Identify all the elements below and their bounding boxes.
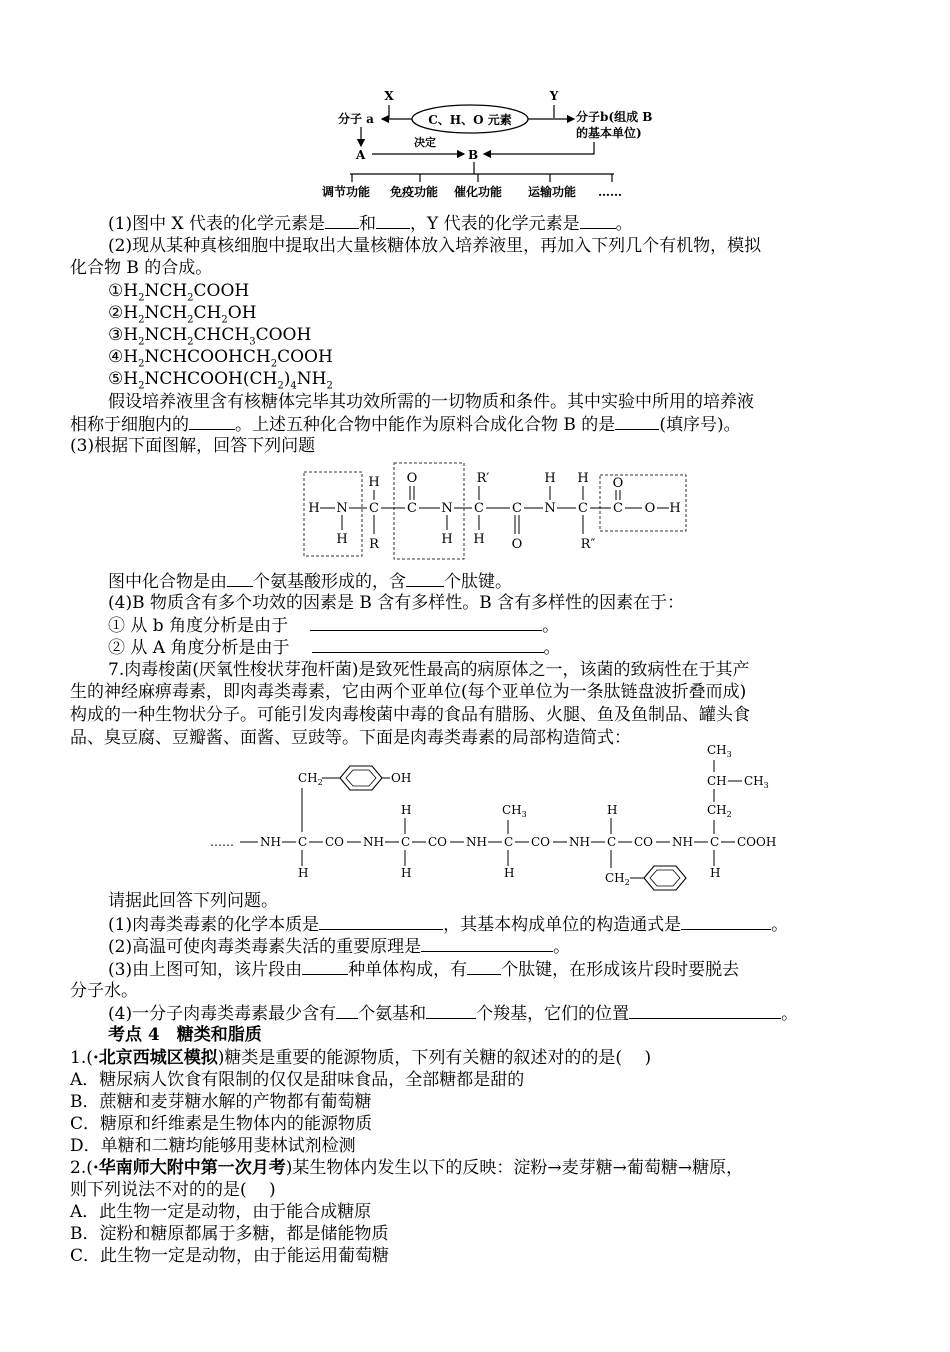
s2-question: 2.(·华南师大附中第一次月考)某生物体内发生以下的反映：淀粉→麦芽糖→葡萄糖→糖原， (70, 1158, 744, 1178)
b-label: B (468, 148, 479, 162)
protein-concept-diagram (322, 80, 672, 202)
cho-elements: C、H、O 元素 (428, 113, 512, 127)
compound-1: $①H_2NCH_2COOH$ (108, 281, 250, 304)
a-label: A (356, 148, 366, 162)
s2-option-a: A．此生物一定是动物，由于能合成糖原 (70, 1202, 372, 1222)
svg-text:H: H (607, 803, 618, 817)
p7-q2-line: (2)高温可使肉毒类毒素失活的重要原理是 。 (108, 937, 571, 957)
svg-text:……: …… (210, 835, 234, 849)
svg-text:C: C (401, 835, 411, 849)
svg-text:CH: CH (707, 774, 727, 788)
svg-text:NH: NH (260, 835, 281, 849)
q3-blank-2[interactable] (406, 570, 444, 587)
q4-2-line: ② 从 A 角度分析是由于 。 (108, 638, 561, 658)
p7-q3-line-2: 分子水。 (70, 981, 138, 1001)
svg-text:C: C (710, 835, 720, 849)
s2-option-b: B．淀粉和糖原都属于多糖，都是储能物质 (70, 1224, 389, 1244)
svg-text:H: H (473, 532, 485, 547)
function-immunity: 免疫功能 (390, 185, 439, 199)
svg-text:NH: NH (569, 835, 590, 849)
svg-text:H: H (298, 866, 309, 880)
q3-answer-line: 图中化合物是由 个氨基酸形成的，含 个肽键。 (108, 572, 512, 592)
q2-blank-2[interactable] (615, 413, 659, 430)
p7-q3-blank-1[interactable] (302, 958, 348, 975)
p7-line-4: 品、臭豆腐、豆瓣酱、面酱、豆豉等。下面是肉毒类毒素的局部构造简式： (70, 728, 631, 748)
p7-q4-blank-2[interactable] (426, 1002, 476, 1019)
svg-text:H: H (441, 532, 453, 547)
svg-text:H: H (336, 532, 348, 547)
svg-text:NH: NH (672, 835, 693, 849)
svg-text:CH3: $CH_3$ (707, 743, 732, 759)
svg-text:C: C (504, 835, 514, 849)
svg-text:C: C (607, 835, 617, 849)
s2-question-2: 则下列说法不对的的是( ) (70, 1180, 276, 1200)
p7-q4-line: (4)一分子肉毒类毒素最少含有 个氨基和 个羧基，它们的位置 。 (108, 1004, 799, 1024)
q1-line: (1)图中 X 代表的化学元素是 和 ，Y 代表的化学元素是 。 (108, 214, 633, 234)
q1-blank-2[interactable] (376, 212, 410, 229)
svg-text:H: H (710, 866, 721, 880)
q1-blank-3[interactable] (580, 212, 616, 229)
p7-line-2: 生的神经麻痹毒素，即肉毒类毒素，它由两个亚单位(每个亚单位为一条肽链盘波折叠而成) (70, 682, 747, 702)
svg-text:NH: NH (466, 835, 487, 849)
p7-q1-line: (1)肉毒类毒素的化学本质是 ，其基本构成单位的构造通式是 。 (108, 915, 789, 935)
p7-q4-blank-3[interactable] (629, 1002, 781, 1019)
molecule-b-line2: 的基本单位) (576, 126, 642, 140)
p7-q4-blank-1[interactable] (336, 1002, 358, 1019)
svg-text:O: O (511, 537, 523, 552)
molecule-b-line1: 分子b(组成 B (576, 110, 653, 124)
peptide-diagram (300, 460, 704, 564)
svg-text:H: H (308, 501, 320, 516)
p7-q1-blank-1[interactable] (319, 913, 443, 930)
svg-text:CH3: $CH_3$ (744, 774, 769, 790)
svg-text:OH: OH (391, 771, 412, 785)
svg-text:H: H (401, 803, 412, 817)
peptide-bond-box (394, 463, 464, 559)
function-regulation: 调节功能 (322, 185, 371, 199)
svg-text:C: C (298, 835, 308, 849)
svg-text:H: H (401, 866, 412, 880)
svg-text:R: R (369, 537, 379, 552)
svg-text:H: H (669, 501, 681, 516)
function-catalysis: 催化功能 (454, 185, 503, 199)
svg-text:O: O (644, 501, 656, 516)
svg-text:R′: R′ (476, 471, 490, 486)
q2-line-1: (2)现从某种真核细胞中提取出大量核糖体放入培养液里，再加入下列几个有机物，模拟 (108, 236, 762, 256)
svg-text:CO: CO (325, 835, 345, 849)
s1-question: 1.(·北京西城区模拟)糖类是重要的能源物质，下列有关糖的叙述对的的是( ) (70, 1048, 652, 1068)
p7-q3-blank-2[interactable] (467, 958, 501, 975)
svg-text:CO: CO (428, 835, 448, 849)
svg-text:CH2: $CH_2$ (605, 871, 630, 887)
svg-text:H: H (577, 471, 589, 486)
p7-ask: 请据此回答下列问题。 (108, 891, 278, 911)
svg-text:N: N (441, 501, 453, 516)
p7-line-1: 7.肉毒梭菌(厌氧性梭状芽孢杆菌)是致死性最高的病原体之一，该菌的致病性在于其产 (108, 660, 750, 680)
s1-option-a: A．糖尿病人饮食有限制的仅仅是甜味食品，全部糖都是甜的 (70, 1070, 525, 1090)
p7-q3-line: (3)由上图可知，该片段由 种单体构成，有 个肽键，在形成该片段时要脱去 (108, 960, 740, 980)
svg-text:CH3: $CH_3$ (502, 803, 527, 819)
s1-option-c: C．糖原和纤维素是生物体内的能源物质 (70, 1114, 373, 1134)
svg-text:CH2: $CH_2$ (707, 803, 732, 819)
compound-3: $③H_2NCH_2CHCH_3COOH$ (108, 325, 312, 348)
svg-text:CO: CO (634, 835, 654, 849)
p7-line-3: 构成的一种生物状分子。可能引发肉毒梭菌中毒的食品有腊肠、火腿、鱼及鱼制品、罐头食 (70, 705, 750, 725)
svg-text:CH2: $CH_2$ (298, 771, 323, 787)
svg-text:O: O (406, 471, 418, 486)
svg-text:COOH: COOH (737, 835, 777, 849)
p7-q2-blank[interactable] (421, 935, 553, 952)
svg-text:C: C (407, 501, 417, 516)
q4-blank-1[interactable] (310, 614, 542, 631)
svg-text:H: H (368, 475, 380, 490)
svg-text:N: N (336, 501, 348, 516)
svg-text:NH: NH (363, 835, 384, 849)
svg-text:H: H (544, 471, 556, 486)
q3-blank-1[interactable] (227, 570, 253, 587)
svg-text:CO: CO (531, 835, 551, 849)
svg-text:C: C (474, 501, 484, 516)
svg-text:C: C (512, 501, 522, 516)
q4-1-line: ① 从 b 角度分析是由于 。 (108, 616, 560, 636)
svg-text:C: C (613, 501, 623, 516)
q2-line-3: 假设培养液里含有核糖体完毕其功效所需的一切物质和条件。其中实验中所用的培养液 (108, 392, 754, 412)
function-transport: 运输功能 (528, 185, 577, 199)
function-etc: …… (598, 185, 622, 199)
s1-option-d: D．单糖和二糖均能够用斐林试剂检测 (70, 1136, 356, 1156)
botulinum-toxin-structure (210, 740, 790, 890)
svg-text:C: C (578, 501, 588, 516)
svg-text:C: C (369, 501, 379, 516)
svg-text:N: N (544, 501, 556, 516)
svg-text:O: O (612, 476, 624, 491)
molecule-a: 分子 a (338, 112, 374, 126)
q2-line-4: 相称于细胞内的 。上述五种化合物中能作为原料合成化合物 B 的是 (填序号)。 (70, 415, 741, 435)
compound-5: $⑤H_2NCHCOOH(CH_2)_4NH_2$ (108, 369, 333, 392)
svg-text:R″: R″ (580, 537, 596, 552)
section-heading: 考点 4 糖类和脂质 (108, 1025, 262, 1045)
q3-line: (3)根据下面图解，回答下列问题 (70, 436, 316, 456)
svg-text:H: H (504, 866, 515, 880)
s1-option-b: B．蔗糖和麦芽糖水解的产物都有葡萄糖 (70, 1092, 372, 1112)
x-label: X (384, 89, 394, 103)
q2-line-2: 化合物 B 的合成。 (70, 258, 213, 278)
compound-4: $④H_2NCHCOOHCH_2COOH$ (108, 347, 333, 370)
s2-option-c: C．此生物一定是动物，由于能运用葡萄糖 (70, 1246, 390, 1266)
compound-2: $②H_2NCH_2CH_2OH$ (108, 303, 257, 326)
p7-q1-blank-2[interactable] (681, 913, 771, 930)
decide-label: 决定 (414, 136, 436, 149)
q4-line: (4)B 物质含有多个功效的因素是 B 含有多样性。B 含有多样性的因素在于： (108, 593, 685, 613)
y-label: Y (549, 89, 559, 103)
q2-blank-1[interactable] (189, 413, 235, 430)
q4-blank-2[interactable] (312, 636, 544, 653)
q1-blank-1[interactable] (325, 212, 359, 229)
